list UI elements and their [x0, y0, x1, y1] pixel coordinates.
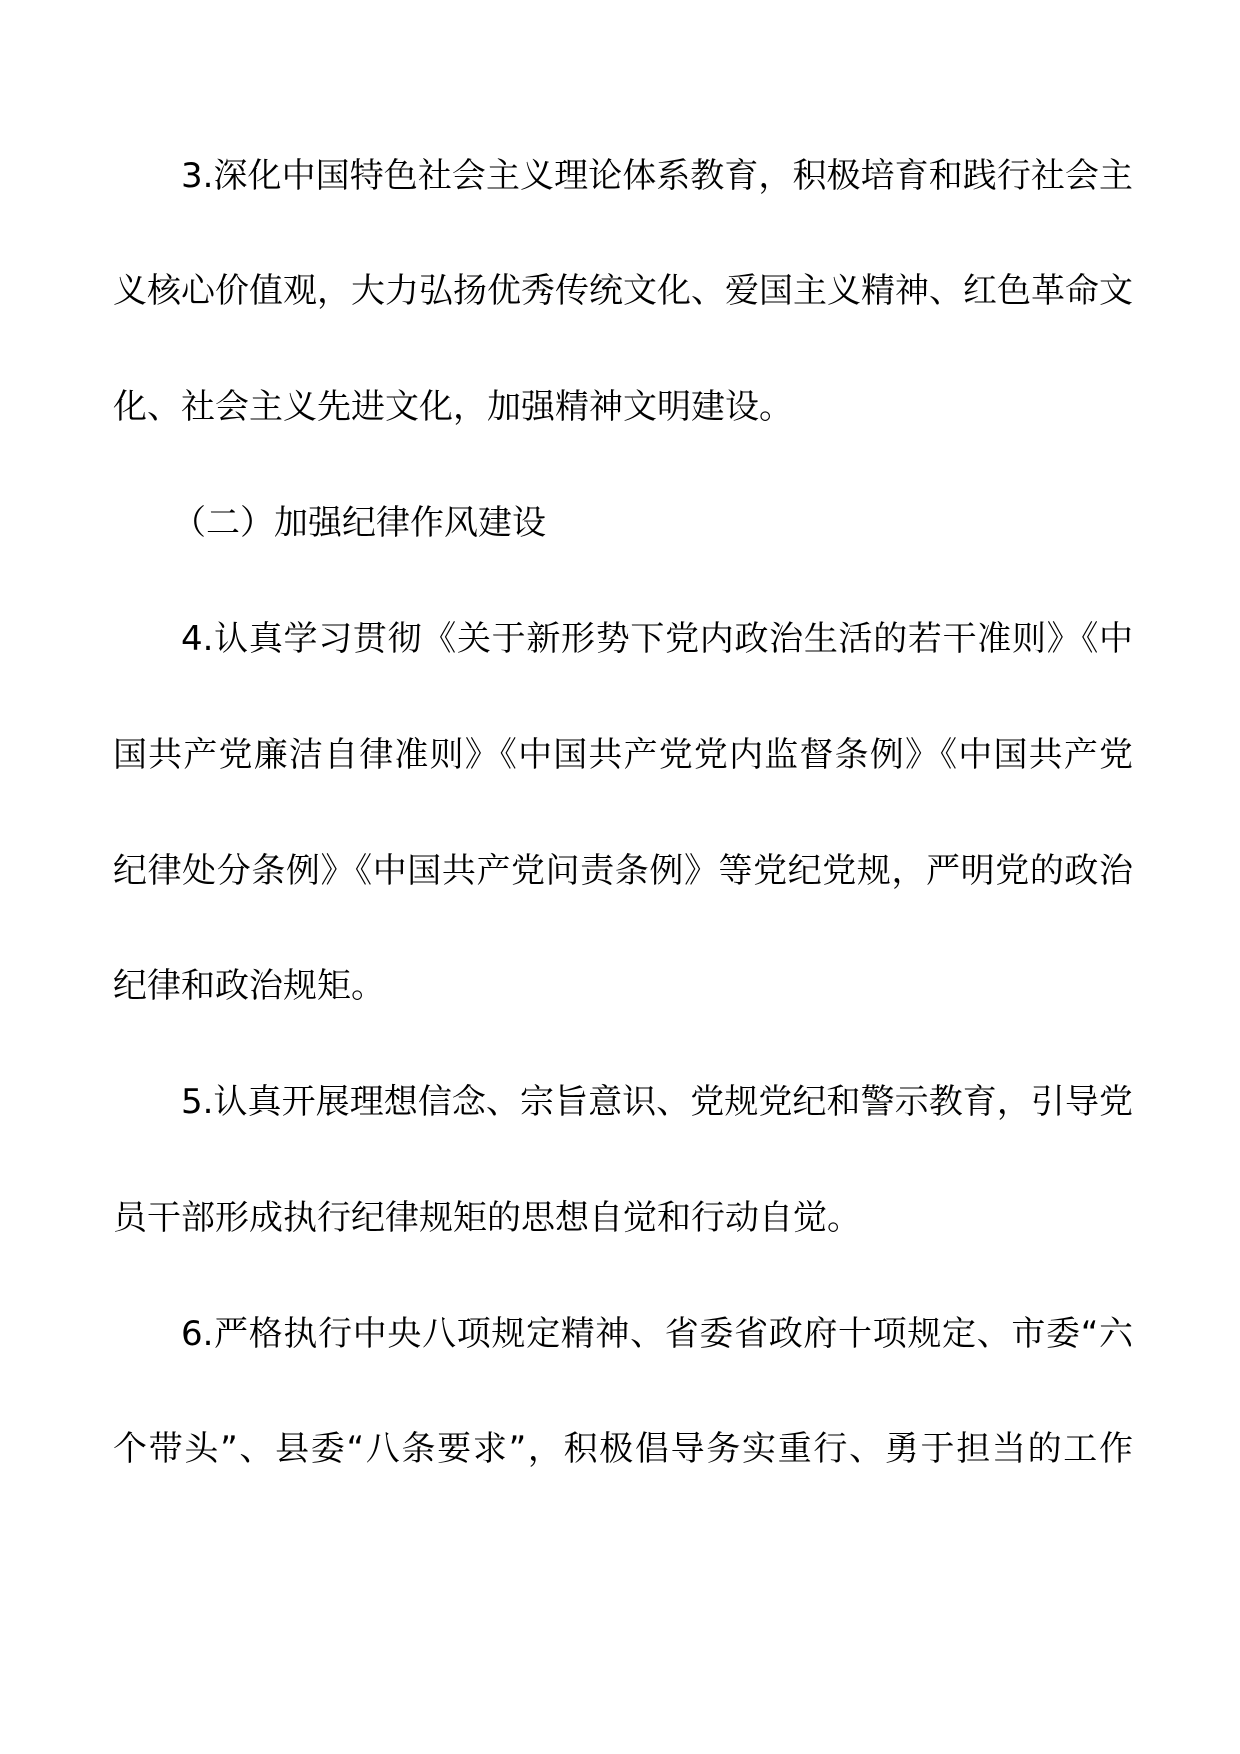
paragraph-3-line-2: 义核心价值观，大力弘扬优秀传统文化、爱国主义精神、红色革命文	[113, 271, 1133, 311]
paragraph-3-line-3: 化、社会主义先进文化，加强精神文明建设。	[113, 387, 793, 427]
paragraph-6-line-2: 个带头”、县委“八条要求”，积极倡导务实重行、勇于担当的工作	[113, 1429, 1133, 1469]
paragraph-4-line-4: 纪律和政治规矩。	[113, 966, 385, 1006]
paragraph-3-line-1: 3.深化中国特色社会主义理论体系教育，积极培育和践行社会主	[181, 156, 1133, 196]
paragraph-5-line-2: 员干部形成执行纪律规矩的思想自觉和行动自觉。	[113, 1198, 861, 1238]
paragraph-4-line-1: 4.认真学习贯彻《关于新形势下党内政治生活的若干准则》《中	[181, 619, 1133, 659]
paragraph-4-line-2: 国共产党廉洁自律准则》《中国共产党党内监督条例》《中国共产党	[113, 735, 1133, 775]
paragraph-5-line-1: 5.认真开展理想信念、宗旨意识、党规党纪和警示教育，引导党	[181, 1082, 1133, 1122]
section-heading: （二）加强纪律作风建设	[172, 503, 546, 543]
paragraph-4-line-3: 纪律处分条例》《中国共产党问责条例》等党纪党规，严明党的政治	[113, 851, 1133, 891]
paragraph-6-line-1: 6.严格执行中央八项规定精神、省委省政府十项规定、市委“六	[181, 1314, 1133, 1354]
